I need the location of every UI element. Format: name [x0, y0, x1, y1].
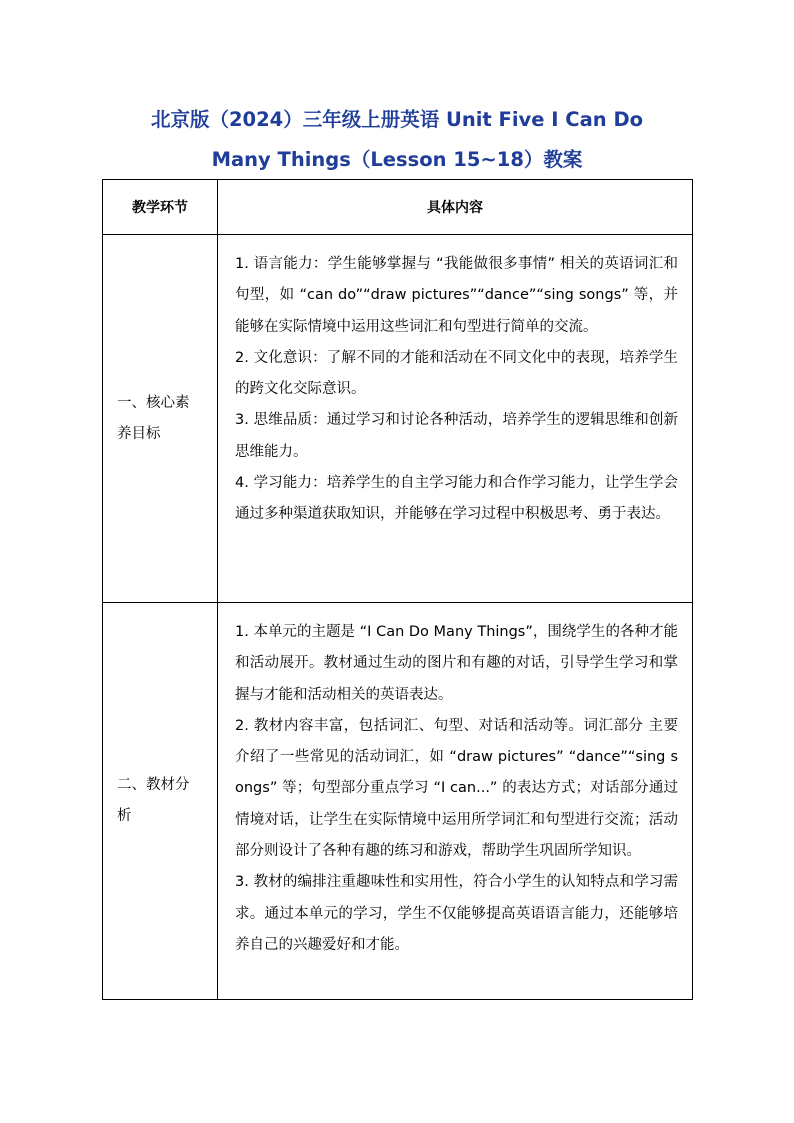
section-content-textbook-analysis	[218, 603, 693, 1000]
document-title-line-2: Many Things（Lesson 15~18）教案	[211, 148, 583, 171]
header-teaching-stage: 教学环节	[103, 180, 218, 235]
section-label-core-goals: 一、核心素养目标	[103, 235, 218, 603]
section-content-core-goals	[218, 235, 693, 603]
document-title	[102, 100, 692, 180]
lesson-plan-table	[102, 179, 693, 1000]
content-paragraph: 3. 教材的编排注重趣味性和实用性，符合小学生的认知特点和学习需求。通过本单元的学习，学生不仅能够提高英语语言能力，还能够培养自己的兴趣爱好和才能。	[235, 874, 678, 953]
table-header-row	[103, 180, 693, 235]
table-row	[103, 603, 693, 1000]
content-paragraph: 4. 学习能力：培养学生的自主学习能力和合作学习能力，让学生学会通过多种渠道获取知识，并能够在学习过程中积极思考、勇于表达。	[235, 475, 678, 523]
content-paragraph: 2. 教材内容丰富，包括词汇、句型、对话和活动等。词汇部分 主要介绍了一些常见的活动词汇，如 “draw pictures” “dance”“sing songs” 等；句型部分重点学习 “I can...” 的表达方式；对话部分通过情境对话，让学生在实际情境中运用所学词汇和句型进行交流；活动部分则设计了各种有趣的练习和游戏，帮助学生巩固所学知识。	[235, 717, 678, 860]
document-title-line-1: 北京版（2024）三年级上册英语 Unit Five I Can Do	[150, 108, 644, 131]
header-specific-content: 具体内容	[218, 180, 693, 235]
table-row	[103, 235, 693, 603]
content-paragraph: 3. 思维品质：通过学习和讨论各种活动，培养学生的逻辑思维和创新思维能力。	[235, 412, 678, 460]
section-label-textbook-analysis: 二、教材分析	[103, 603, 218, 1000]
content-paragraph: 1. 语言能力：学生能够掌握与 “我能做很多事情” 相关的英语词汇和句型，如 “can do”“draw pictures”“dance”“sing songs” 等，并能够在实际情境中运用这些词汇和句型进行简单的交流。	[235, 256, 678, 335]
content-paragraph: 2. 文化意识：了解不同的才能和活动在不同文化中的表现，培养学生的跨文化交际意识。	[235, 349, 678, 398]
content-paragraph: 1. 本单元的主题是 “I Can Do Many Things”，围绕学生的各种才能和活动展开。教材通过生动的图片和有趣的对话，引导学生学习和掌握与才能和活动相关的英语表达。	[235, 624, 678, 703]
